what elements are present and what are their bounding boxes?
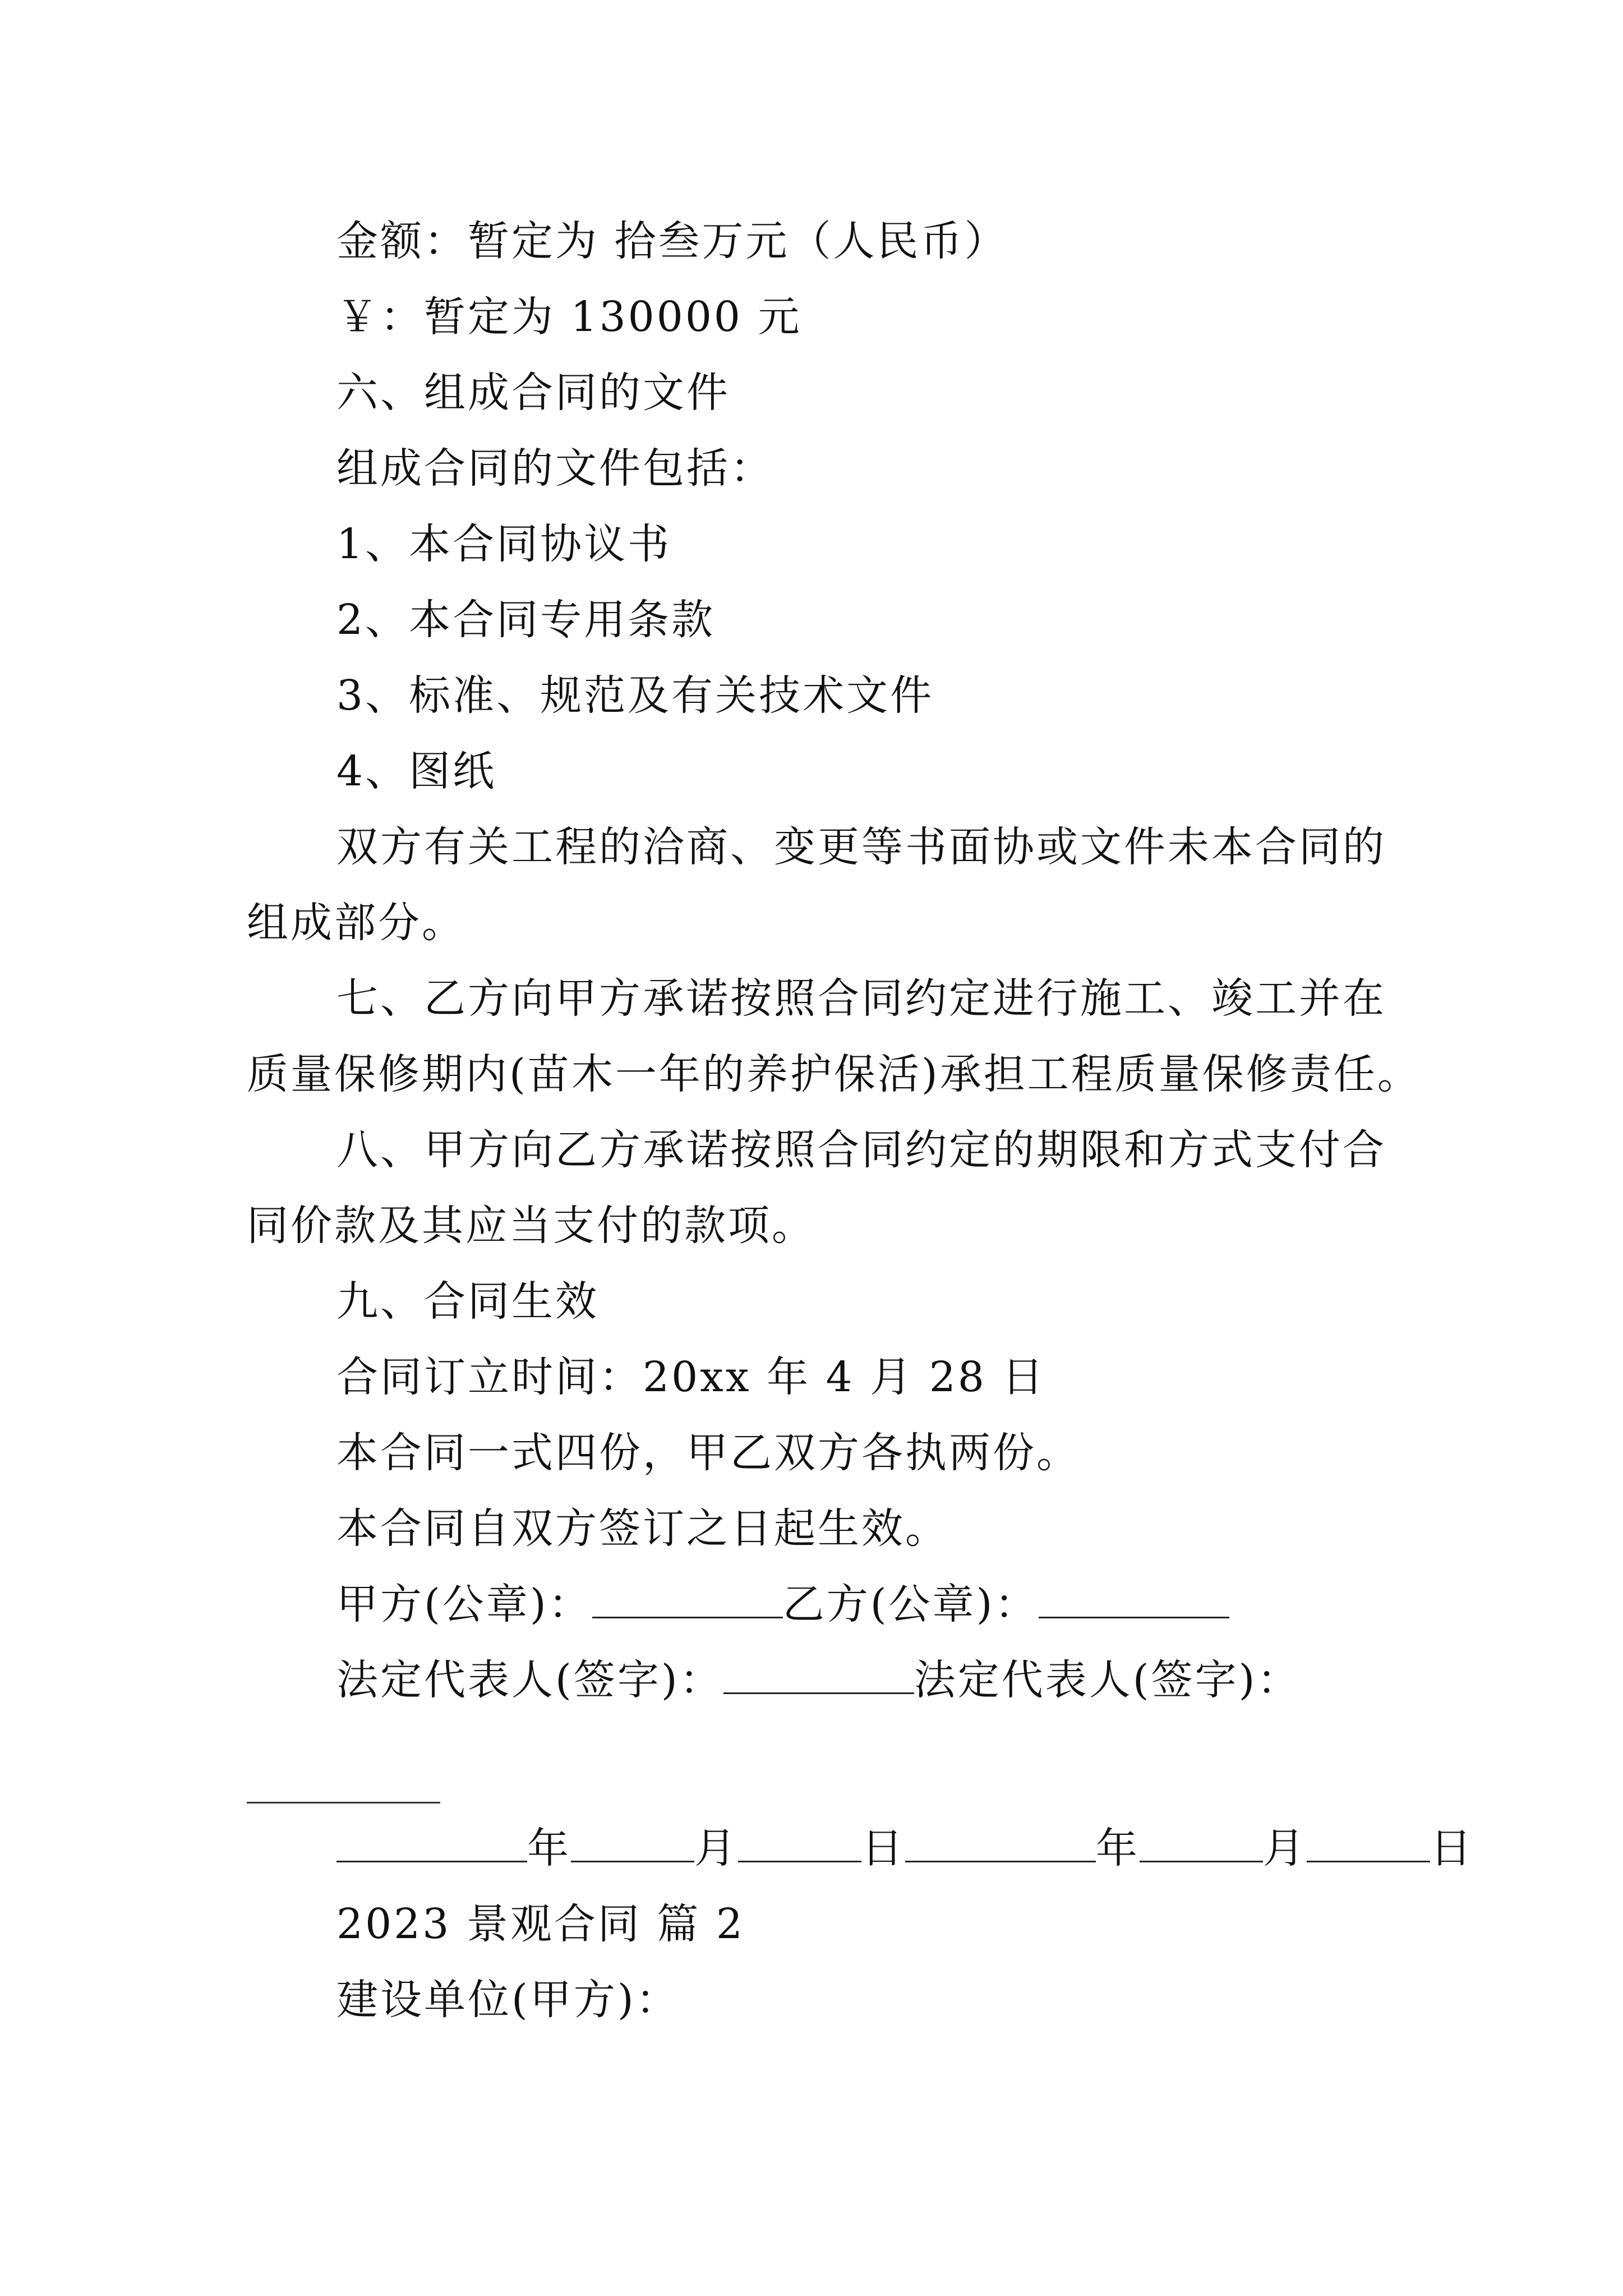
- list-item-1: 1、本合同协议书: [336, 520, 672, 568]
- legal-rep-b-label: 法定代表人(签字)：: [914, 1656, 1301, 1704]
- date-b-day-label: 日: [1430, 1824, 1474, 1872]
- signature-continuation-blank: [247, 1802, 440, 1803]
- section7-line2: 质量保修期内(苗木一年的养护保活)承担工程质量保修责任。: [247, 1050, 1421, 1098]
- date-b-year-label: 年: [1096, 1824, 1140, 1872]
- party-b-seal-blank: [1039, 1577, 1229, 1618]
- legal-rep-line: [336, 1652, 1301, 1708]
- builder-line: 建设单位(甲方)：: [336, 1976, 680, 2024]
- negotiation-paragraph-line1: 双方有关工程的洽商、变更等书面协或文件未本合同的: [336, 823, 1386, 871]
- date-a-day-label: 日: [861, 1824, 905, 1872]
- list-item-2: 2、本合同专用条款: [336, 596, 716, 644]
- date-a-year-blank: [336, 1821, 527, 1862]
- date-a-day-blank: [738, 1821, 861, 1862]
- section9-heading: 九、合同生效: [336, 1277, 599, 1326]
- section8-line1: 八、甲方向乙方承诺按照合同约定的期限和方式支付合: [336, 1126, 1386, 1174]
- legal-rep-a-blank: [723, 1653, 914, 1694]
- section6-intro: 组成合同的文件包括：: [336, 444, 774, 493]
- date-a-year-label: 年: [527, 1824, 571, 1872]
- date-b-month-blank: [1140, 1821, 1263, 1862]
- date-line: [336, 1820, 1474, 1876]
- legal-rep-a-label: 法定代表人(签字)：: [336, 1656, 723, 1704]
- next-contract-title: 2023 景观合同 篇 2: [336, 1900, 745, 1948]
- seal-line: [336, 1576, 1229, 1632]
- date-a-month-blank: [571, 1821, 694, 1862]
- party-a-seal-label: 甲方(公章)：: [336, 1580, 592, 1628]
- date-a-month-label: 月: [694, 1824, 738, 1872]
- copies-line: 本合同一式四份，甲乙双方各执两份。: [336, 1429, 1080, 1477]
- section8-line2: 同价款及其应当支付的款项。: [247, 1202, 815, 1250]
- date-b-year-blank: [905, 1821, 1096, 1862]
- date-b-day-blank: [1307, 1821, 1430, 1862]
- date-b-month-label: 月: [1263, 1824, 1307, 1872]
- sign-time-line: 合同订立时间：20xx 年 4 月 28 日: [336, 1353, 1046, 1401]
- amount-cn-line: 金额：暂定为 拾叁万元（人民币）: [336, 217, 1008, 265]
- effective-line: 本合同自双方签订之日起生效。: [336, 1504, 949, 1553]
- list-item-3: 3、标准、规范及有关技术文件: [336, 671, 934, 720]
- party-a-seal-blank: [592, 1577, 783, 1618]
- section7-line1: 七、乙方向甲方承诺按照合同约定进行施工、竣工并在: [336, 974, 1386, 1023]
- section6-heading: 六、组成合同的文件: [336, 369, 730, 417]
- list-item-4: 4、图纸: [336, 747, 497, 795]
- amount-num-line: ￥：暂定为 130000 元: [336, 293, 802, 341]
- party-b-seal-label: 乙方(公章)：: [782, 1580, 1039, 1628]
- negotiation-paragraph-line2: 组成部分。: [247, 899, 465, 947]
